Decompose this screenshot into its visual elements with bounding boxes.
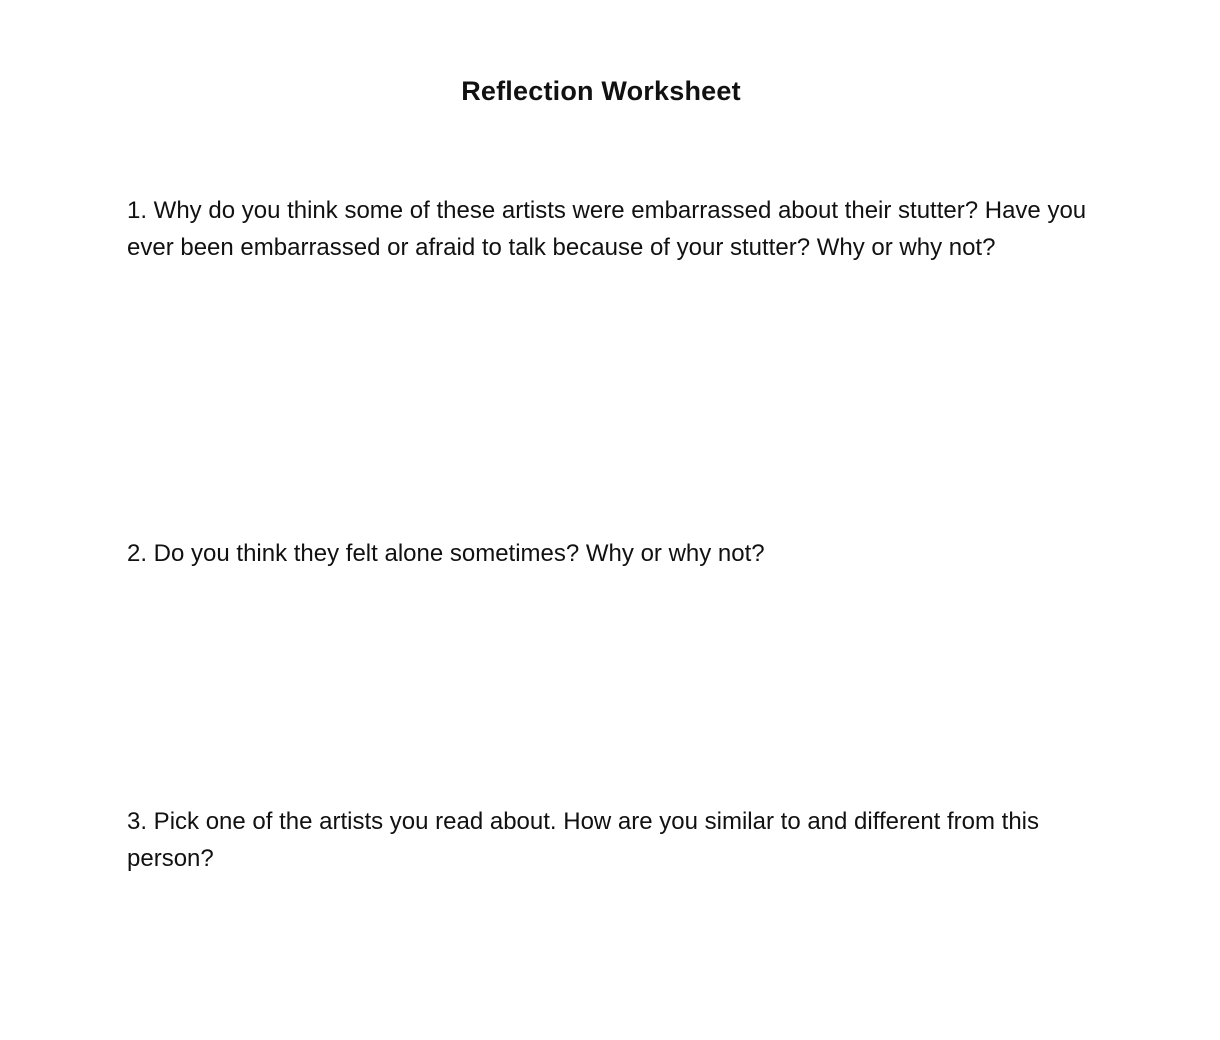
page-title: Reflection Worksheet (461, 76, 741, 106)
question-1: 1. Why do you think some of these artists were embarrassed about their stutter? Have you ever been embarrassed or afraid to talk because of your stutter? Why or why not? (127, 197, 1087, 261)
answer-space-2 (127, 575, 1087, 795)
question-2: 2. Do you think they felt alone sometimes? Why or why not? (127, 540, 765, 567)
answer-space-1 (127, 305, 1087, 525)
answer-space-3 (127, 880, 1087, 1020)
question-3: 3. Pick one of the artists you read about. How are you similar to and different from this person? (127, 808, 1040, 872)
